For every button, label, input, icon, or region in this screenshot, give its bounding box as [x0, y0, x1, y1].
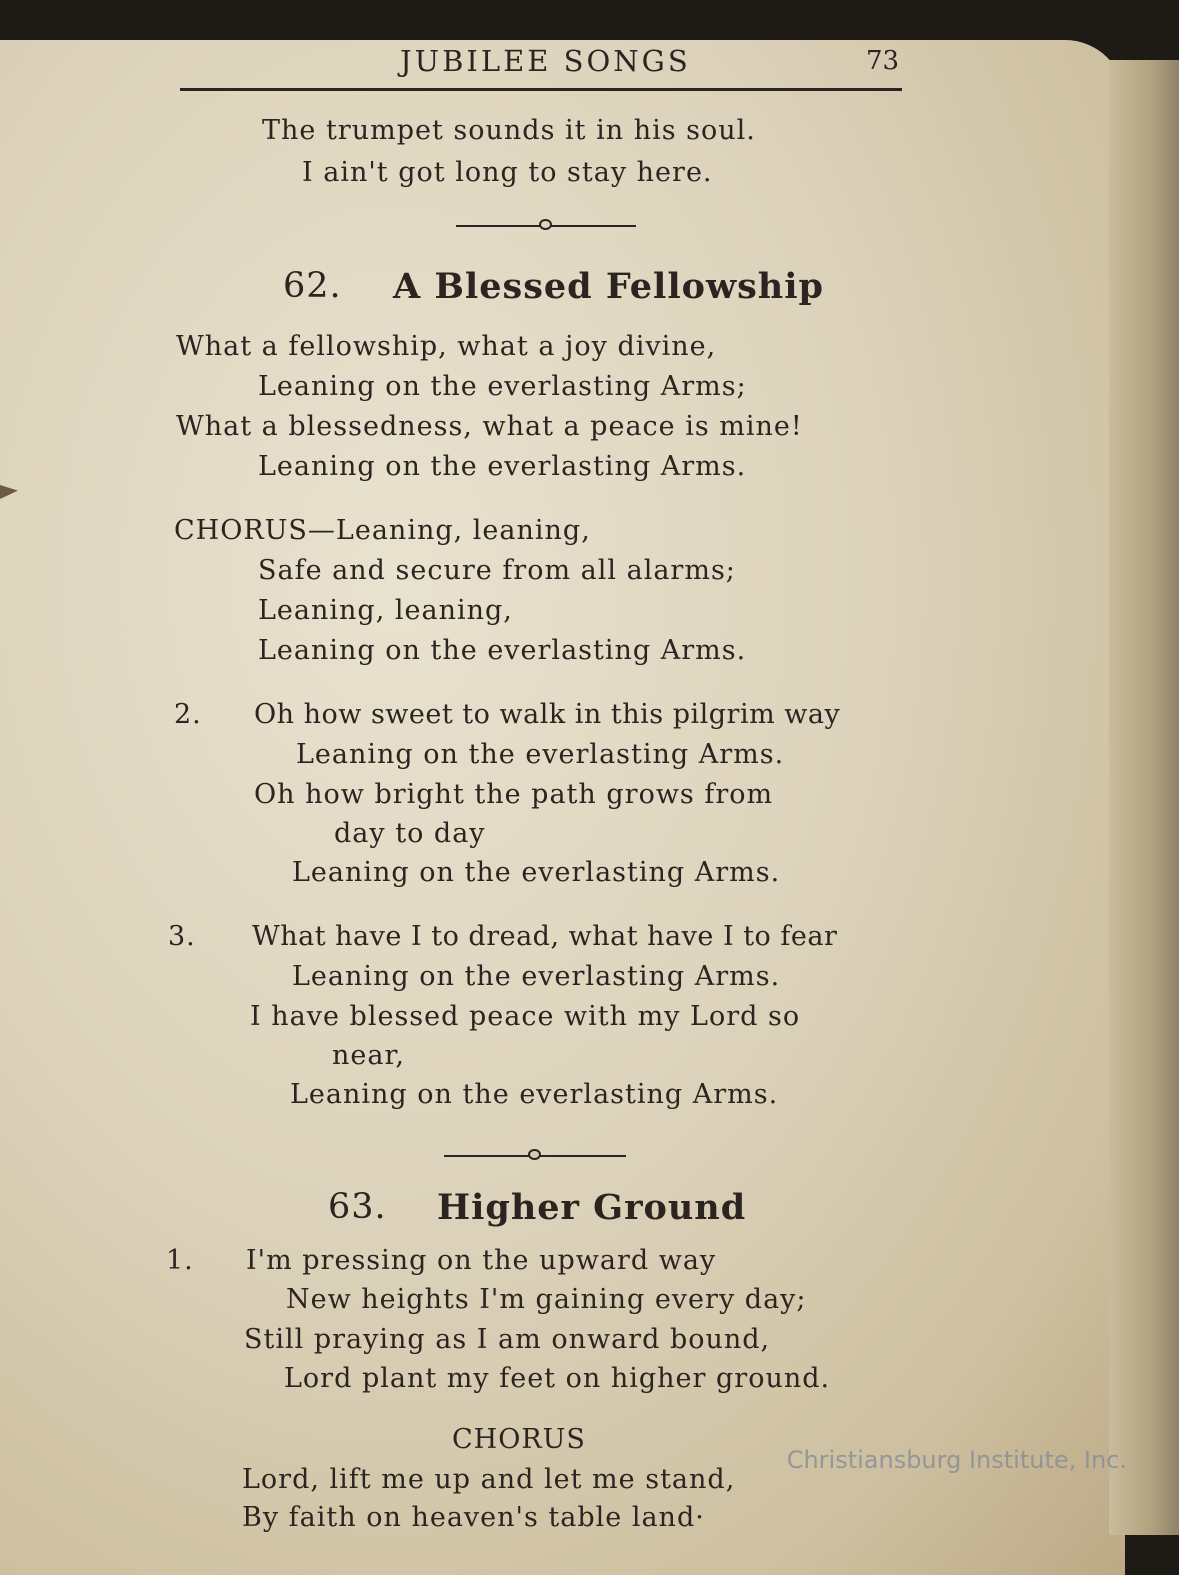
- separator-ornament: [539, 219, 552, 230]
- verse-line: Leaning on the everlasting Arms.: [292, 857, 781, 888]
- verse-line: I have blessed peace with my Lord so: [250, 1001, 801, 1032]
- page-number: 73: [866, 46, 900, 76]
- verse-number: 2.: [174, 699, 202, 730]
- song-title: A Blessed Fellowship: [393, 266, 825, 307]
- chorus-line: Lord, lift me up and let me stand,: [242, 1464, 736, 1495]
- verse-line: Leaning on the everlasting Arms.: [292, 961, 781, 992]
- song-title: Higher Ground: [437, 1187, 747, 1228]
- verse-line: near,: [332, 1040, 405, 1071]
- verse-line: Leaning on the everlasting Arms.: [290, 1079, 779, 1110]
- verse-line: I'm pressing on the upward way: [246, 1245, 717, 1276]
- verse-line: Oh how sweet to walk in this pilgrim way: [254, 699, 841, 730]
- page-edge: [1109, 60, 1179, 1535]
- verse-line: Still praying as I am onward bound,: [244, 1324, 771, 1355]
- watermark: Christiansburg Institute, Inc.: [786, 1446, 1127, 1474]
- verse-line: Leaning on the everlasting Arms.: [296, 739, 785, 770]
- separator-ornament: [528, 1149, 541, 1160]
- verse-line: Oh how bright the path grows from: [254, 779, 774, 810]
- verse-line: What a blessedness, what a peace is mine!: [176, 411, 803, 442]
- verse-line: day to day: [334, 818, 486, 849]
- header-rule: [180, 88, 902, 91]
- chorus-line: Leaning, leaning,: [258, 595, 513, 626]
- verse-line: Leaning on the everlasting Arms.: [258, 451, 747, 482]
- running-header-title: JUBILEE SONGS: [400, 44, 691, 78]
- verse-number: 3.: [168, 921, 196, 952]
- chorus-heading: CHORUS: [452, 1424, 586, 1455]
- chorus-line: Leaning on the everlasting Arms.: [258, 635, 747, 666]
- song-number: 62.: [283, 266, 342, 306]
- intro-line: The trumpet sounds it in his soul.: [262, 115, 756, 146]
- verse-line: New heights I'm gaining every day;: [286, 1284, 807, 1315]
- verse-line: What have I to dread, what have I to fear: [252, 921, 838, 952]
- verse-line: What a fellowship, what a joy divine,: [176, 331, 717, 362]
- verse-number: 1.: [166, 1245, 194, 1276]
- chorus-line: By faith on heaven's table land·: [242, 1502, 705, 1533]
- intro-line: I ain't got long to stay here.: [302, 157, 713, 188]
- song-number: 63.: [328, 1187, 387, 1227]
- verse-line: Leaning on the everlasting Arms;: [258, 371, 747, 402]
- verse-line: Lord plant my feet on higher ground.: [284, 1363, 831, 1394]
- chorus-line: CHORUS—Leaning, leaning,: [174, 515, 591, 546]
- chorus-line: Safe and secure from all alarms;: [258, 555, 736, 586]
